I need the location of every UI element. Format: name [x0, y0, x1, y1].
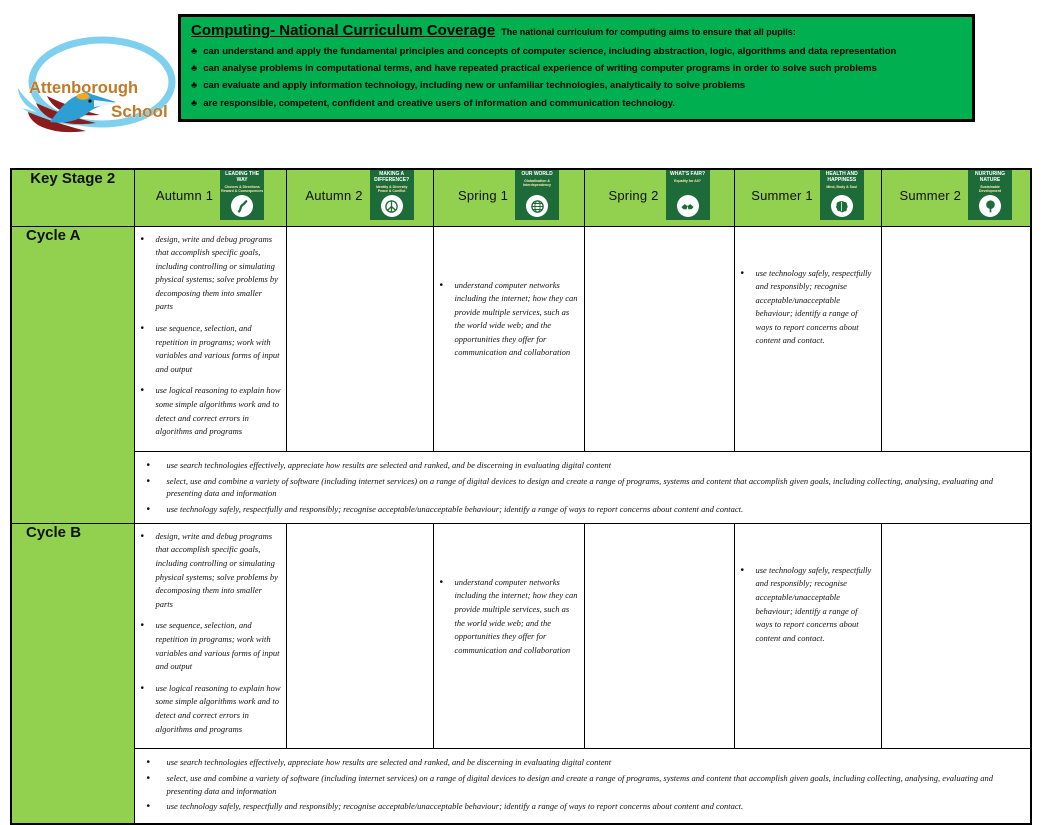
column-header-spring-2: [584, 169, 734, 226]
intro-subtitle: The national curriculum for computing aims to ensure that all pupils:: [501, 27, 796, 37]
bullet-text: are responsible, competent, confident and creative users of information and communication technology.: [203, 97, 675, 109]
bullet-item: • select, use and combine a variety of software (including internet services) on a range of digital devices to design and create a range of programs, systems and content that accomplish given goals, including collecting, analysing, evaluating and presenting data and information: [139, 772, 1021, 798]
cell-cycle-b-autumn-1: [134, 523, 286, 748]
school-logo: [6, 32, 178, 138]
badge-title: WHAT'S FAIR?: [670, 171, 705, 177]
badge-title: HEALTH AND HAPPINESS: [825, 171, 858, 183]
bullet-item: • design, write and debug programs that accomplish specific goals, including controlling or simulating physical systems; solve problems by decomposing them into smaller parts: [135, 530, 282, 612]
cycle-b-shared-objectives-row: [11, 749, 1031, 824]
bullet-item: • understand computer networks including the internet; how they can provide multiple services, such as the world wide web; and the opportunities they offer for communication and collaboration: [434, 576, 580, 658]
bullet-text: can evaluate and apply information technology, including new or unfamiliar technologies, analytically to solve problems: [203, 80, 746, 92]
cell-cycle-b-summer-2: [881, 523, 1031, 748]
brain-icon: [831, 195, 853, 217]
season-label: Summer 1: [751, 187, 813, 203]
season-label: Autumn 1: [155, 187, 214, 203]
cell-cycle-b-spring-2: [584, 523, 734, 748]
cycle-a-label: Cycle A: [11, 226, 134, 523]
column-header-summer-2: [881, 169, 1031, 226]
bullet-item: [191, 63, 960, 75]
health-and-happiness-badge: [820, 170, 864, 220]
our-world-badge: [515, 170, 559, 220]
cycle-a-shared-objectives-cell: [134, 451, 1031, 523]
club-bullet-marker: ♣: [191, 45, 198, 57]
winding-road-icon: [231, 195, 253, 217]
logo-text-line2: School: [111, 102, 168, 121]
making-a-difference-badge: [370, 170, 414, 220]
season-label: Spring 1: [457, 187, 509, 203]
column-header-summer-1: [734, 169, 881, 226]
cycle-b-shared-objectives-cell: [134, 749, 1031, 824]
leading-the-way-badge: [220, 170, 264, 220]
bullet-item: • select, use and combine a variety of software (including internet services) on a range of digital devices to design and create a range of programs, systems and content that accomplish given goals, including collecting, analysing, evaluating and presenting data and information: [139, 475, 1021, 501]
curriculum-table: [10, 168, 1032, 825]
bullet-item: • use logical reasoning to explain how some simple algorithms work and to detect and correct errors in algorithms and programs: [135, 682, 282, 736]
season-label: Summer 2: [899, 187, 962, 203]
cycle-a-content-row: [11, 226, 1031, 451]
cycle-b-label: Cycle B: [11, 523, 134, 823]
club-bullet-marker: ♣: [191, 80, 198, 92]
badge-title: MAKING A DIFFERENCE?: [374, 171, 410, 183]
badge-subtitle: Sustainable Development: [979, 184, 1002, 193]
bullet-item: • use logical reasoning to explain how some simple algorithms work and to detect and correct errors in algorithms and programs: [135, 384, 282, 438]
cycle-a-shared-objectives-row: [11, 451, 1031, 523]
globe-icon: [526, 195, 548, 217]
cell-cycle-a-spring-1: [433, 226, 584, 451]
handshake-icon: [677, 195, 699, 217]
tree-icon: [979, 195, 1001, 217]
nurturing-nature-badge: [968, 170, 1012, 220]
bullet-text: can understand and apply the fundamental principles and concepts of computer science, including abstraction, logic, algorithms and data representation: [203, 45, 897, 57]
bullet-item: • use technology safely, respectfully and responsibly; recognise acceptable/unacceptable behaviour; identify a range of ways to report concerns about content and contact.: [139, 800, 1021, 813]
badge-title: NURTURING NATURE: [975, 171, 1006, 183]
column-header-spring-1: [433, 169, 584, 226]
cell-cycle-a-spring-2: [584, 226, 734, 451]
cell-cycle-a-summer-1: [734, 226, 881, 451]
badge-title: LEADING THE WAY: [225, 171, 260, 183]
badge-subtitle: Choices & Directions Reward & Consequences: [221, 184, 264, 193]
bullet-item: • use sequence, selection, and repetition in programs; work with variables and various forms of input and output: [135, 322, 282, 376]
badge-subtitle: Identity & Diversity Peace & Conflict: [375, 184, 408, 193]
curriculum-intro-box: [178, 14, 975, 122]
badge-subtitle: Globalisation & Interdependency: [523, 178, 552, 188]
bullet-item: • design, write and debug programs that accomplish specific goals, including controlling or simulating physical systems; solve problems by decomposing them into smaller parts: [135, 233, 282, 315]
cell-cycle-b-autumn-2: [286, 523, 433, 748]
whats-fair-badge: [666, 170, 710, 220]
cycle-b-content-row: [11, 523, 1031, 748]
cell-cycle-a-autumn-1: [134, 226, 286, 451]
bullet-text: can analyse problems in computational terms, and have repeated practical experience of writing computer programs in order to solve such problems: [203, 62, 877, 74]
bullet-item: • use search technologies effectively, appreciate how results are selected and ranked, and be discerning in evaluating digital content: [139, 459, 1021, 472]
badge-subtitle: Equality for All?: [674, 178, 701, 183]
season-label: Autumn 2: [305, 187, 363, 203]
club-bullet-marker: ♣: [191, 62, 198, 74]
badge-title: OUR WORLD: [521, 171, 553, 177]
bullet-item: • use technology safely, respectfully and responsibly; recognise acceptable/unacceptable behaviour; identify a range of ways to report concerns about content and contact.: [735, 564, 877, 646]
page-title: Computing- National Curriculum Coverage: [191, 22, 496, 39]
cell-cycle-a-autumn-2: [286, 226, 433, 451]
bullet-item: • use search technologies effectively, appreciate how results are selected and ranked, and be discerning in evaluating digital content: [139, 756, 1021, 769]
key-stage-2-header: Key Stage 2: [11, 169, 134, 226]
cell-cycle-a-summer-2: [881, 226, 1031, 451]
column-header-autumn-1: [134, 169, 286, 226]
table-header-row: [11, 169, 1031, 226]
bullet-item: [191, 46, 960, 58]
logo-text-line1: Attenborough: [29, 79, 139, 97]
intro-bullet-list: [191, 46, 960, 110]
cell-cycle-b-summer-1: [734, 523, 881, 748]
cell-cycle-b-spring-1: [433, 523, 584, 748]
club-bullet-marker: ♣: [191, 97, 198, 109]
kingfisher-logo-graphic: [6, 32, 178, 136]
bullet-item: • understand computer networks including the internet; how they can provide multiple services, such as the world wide web; and the opportunities they offer for communication and collaboration: [434, 279, 580, 361]
bullet-item: [191, 80, 960, 92]
peace-icon: [381, 195, 403, 217]
bullet-item: • use technology safely, respectfully and responsibly; recognise acceptable/unacceptable behaviour; identify a range of ways to report concerns about content and contact.: [735, 267, 877, 349]
bullet-item: • use technology safely, respectfully and responsibly; recognise acceptable/unacceptable behaviour; identify a range of ways to report concerns about content and contact.: [139, 503, 1021, 516]
column-header-autumn-2: [286, 169, 433, 226]
bullet-item: • use sequence, selection, and repetition in programs; work with variables and various forms of input and output: [135, 619, 282, 673]
badge-subtitle: Mind, Body & Soul: [826, 184, 858, 189]
bullet-item: [191, 98, 960, 110]
season-label: Spring 2: [608, 187, 659, 203]
